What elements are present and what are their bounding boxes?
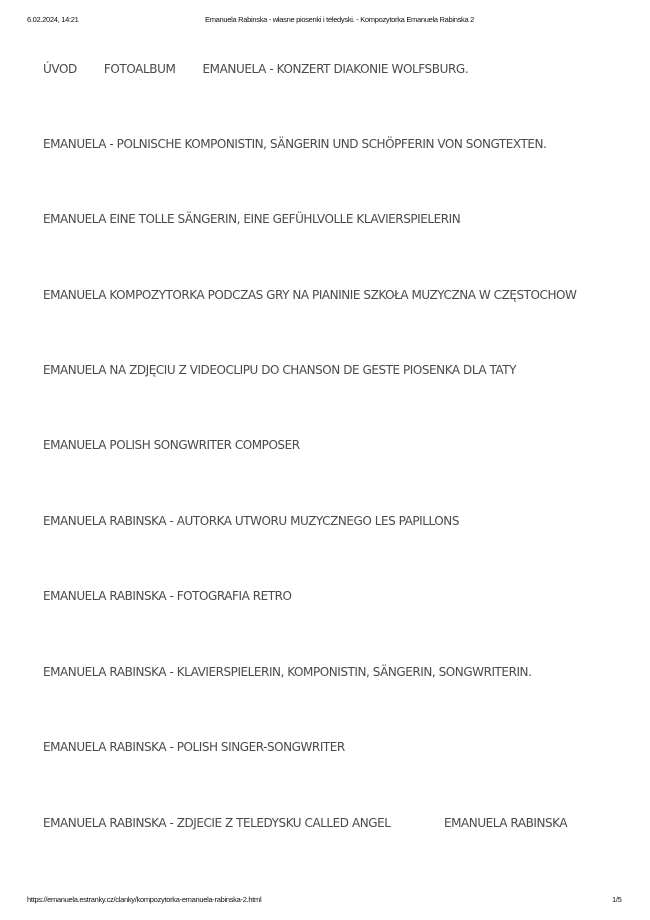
print-datetime: 6.02.2024, 14:21 [27,15,79,24]
article-link[interactable]: EMANUELA RABINSKA - KLAVIERSPIELERIN, KOMPONISTIN, SÄNGERIN, SONGWRITERIN. [43,665,532,679]
nav-item-fotoalbum[interactable]: FOTOALBUM [103,62,176,76]
article-link[interactable]: EMANUELA - POLNISCHE KOMPONISTIN, SÄNGERIN UND SCHÖPFERIN VON SONGTEXTEN. [43,137,547,151]
article-link[interactable]: EMANUELA KOMPOZYTORKA PODCZAS GRY NA PIANINIE SZKOŁA MUZYCZNA W CZĘSTOCHOW [43,288,577,302]
print-page-title: Emanuela Rabinska - własne piosenki i teledyski. - Kompozytorka Emanuela Rabinska 2 [205,15,474,24]
nav-item-uvod[interactable]: ÚVOD [43,62,77,76]
article-link-emanuela-rabinska[interactable]: EMANUELA RABINSKA [444,816,568,830]
top-navigation [43,62,468,76]
article-link[interactable]: EMANUELA EINE TOLLE SÄNGERIN, EINE GEFÜHLVOLLE KLAVIERSPIELERIN [43,212,461,226]
print-url: https://emanuela.estranky.cz/clanky/kompozytorka-emanuela-rabinska-2.html [27,895,262,904]
article-link[interactable]: EMANUELA NA ZDJĘCIU Z VIDEOCLIPU DO CHANSON DE GESTE PIOSENKA DLA TATY [43,363,516,377]
article-link[interactable]: EMANUELA RABINSKA - AUTORKA UTWORU MUZYCZNEGO LES PAPILLONS [43,514,459,528]
nav-item-konzert-diakonie[interactable]: EMANUELA - KONZERT DIAKONIE WOLFSBURG. [202,62,469,76]
article-link[interactable]: EMANUELA RABINSKA - FOTOGRAFIA RETRO [43,589,292,603]
article-link[interactable]: EMANUELA RABINSKA - POLISH SINGER-SONGWRITER [43,740,345,754]
article-link[interactable]: EMANUELA POLISH SONGWRITER COMPOSER [43,438,300,452]
print-page-number: 1/5 [612,895,622,904]
article-link[interactable]: EMANUELA RABINSKA - ZDJECIE Z TELEDYSKU CALLED ANGEL [43,816,391,830]
print-header [0,15,650,27]
print-footer [0,895,650,907]
